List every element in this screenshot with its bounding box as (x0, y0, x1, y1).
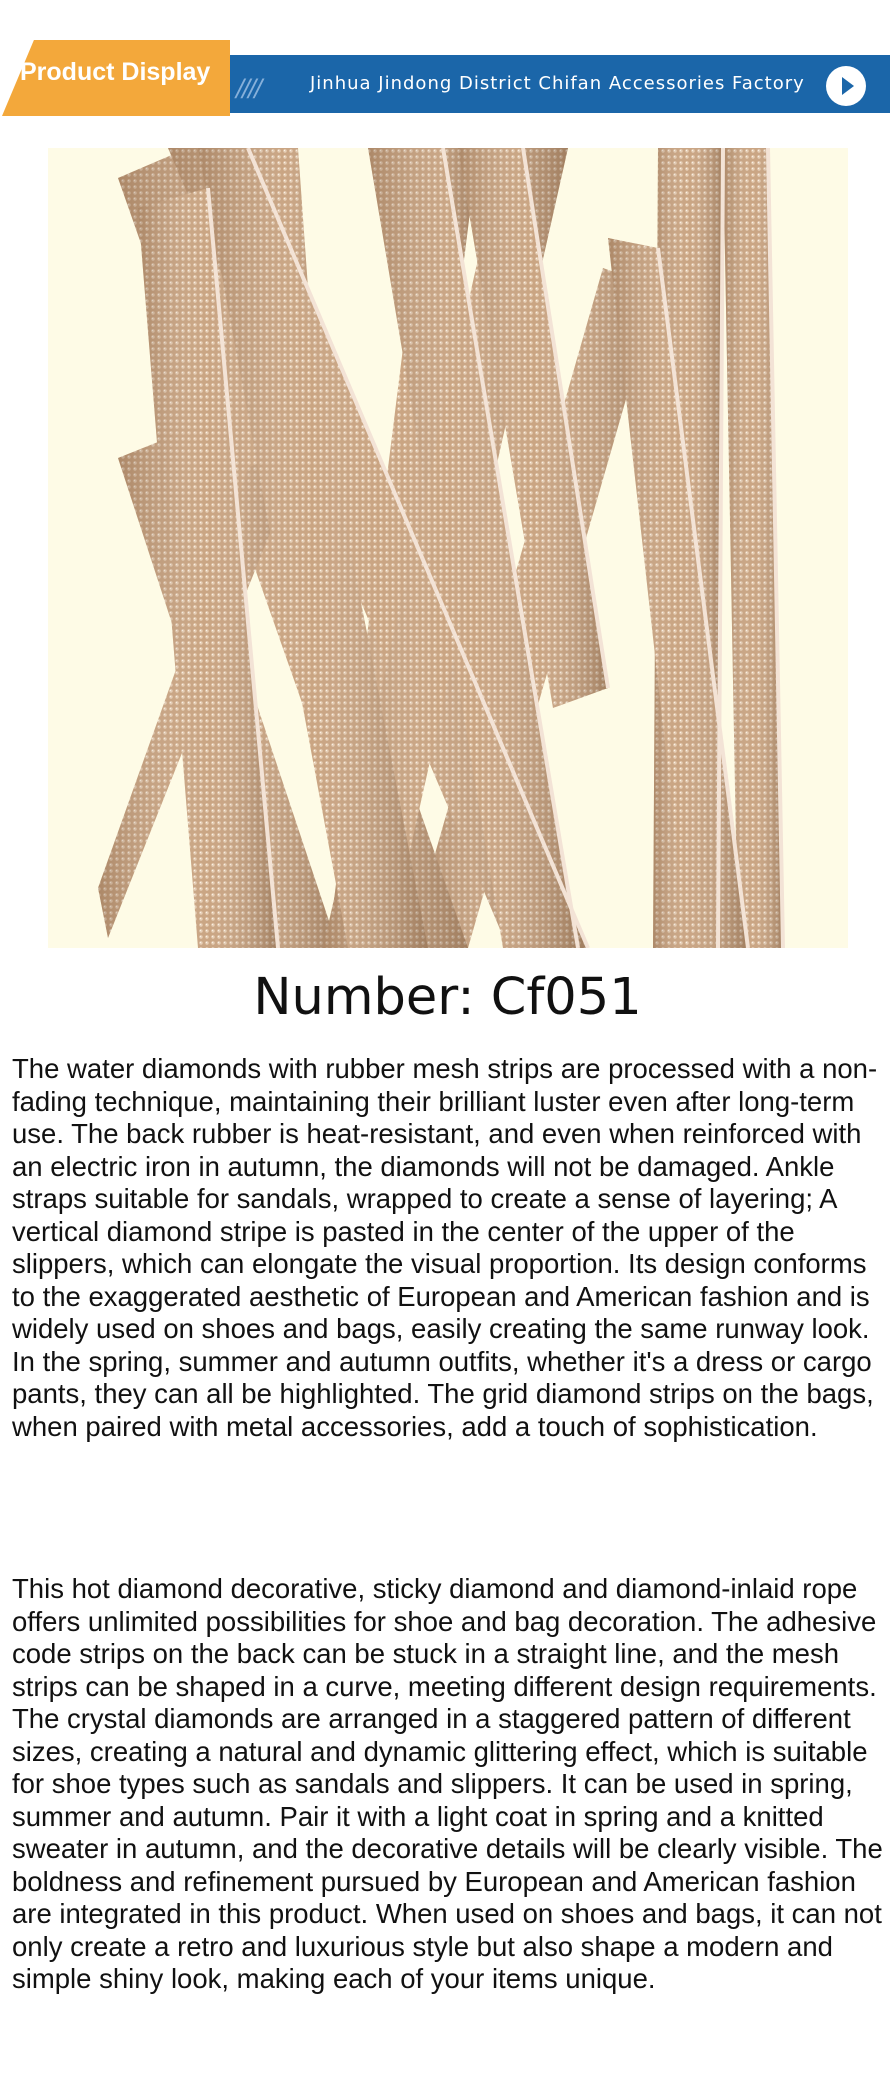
product-photo (48, 148, 848, 948)
section-header-banner (0, 40, 895, 118)
rhinestone-mesh-strips-image (48, 148, 848, 948)
play-arrow-icon[interactable] (826, 66, 866, 106)
product-number-title: Number: Cf051 (253, 968, 642, 1027)
description-paragraph-1: The water diamonds with rubber mesh strips are processed with a non-fading technique, maintaining their brilliant luster even after long-term use. The back rubber is heat-resistant, and even when reinforced with an electric iron in autumn, the diamonds will not be damaged. Ankle straps suitable for sandals, wrapped to create a sense of layering; A vertical diamond stripe is pasted in the center of the upper of the slippers, which can elongate the visual proportion. Its design conforms to the exaggerated aesthetic of European and American fashion and is widely used on shoes and bags, easily creating the same runway look. In the spring, summer and autumn outfits, whether it's a dress or cargo pants, they can all be highlighted. The grid diamond strips on the bags, when paired with metal accessories, add a touch of sophistication. (12, 1053, 878, 1442)
banner-decorative-slashes: //// (236, 74, 261, 102)
company-name: Jinhua Jindong District Chifan Accessories Factory (310, 73, 805, 94)
banner-tag-label: Product Display (20, 58, 211, 86)
description-paragraph-2: This hot diamond decorative, sticky diamond and diamond-inlaid rope offers unlimited possibilities for shoe and bag decoration. The adhesive code strips on the back can be stuck in a straight line, and the mesh strips can be shaped in a curve, meeting different design requirements. The crystal diamonds are arranged in a staggered pattern of different sizes, creating a natural and dynamic glittering effect, which is suitable for shoe types such as sandals and slippers. It can be used in spring, summer and autumn. Pair it with a light coat in spring and a knitted sweater in autumn, and the decorative details will be clearly visible. The boldness and refinement pursued by European and American fashion are integrated in this product. When used on shoes and bags, it can not only create a retro and luxurious style but also shape a modern and simple shiny look, making each of your items unique. (12, 1573, 883, 1994)
